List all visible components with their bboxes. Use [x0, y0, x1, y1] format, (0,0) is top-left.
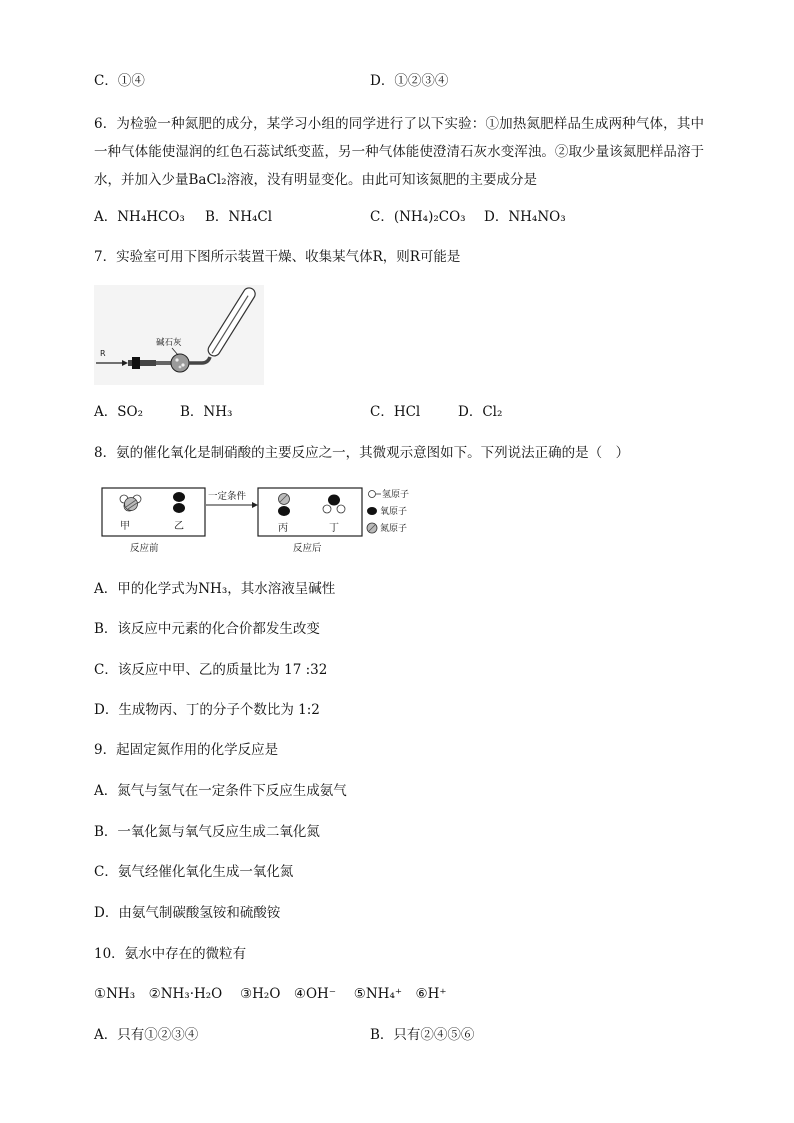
q7-stem: 7．实验室可用下图所示装置干燥、收集某气体R，则R可能是 — [94, 249, 461, 265]
q7-apparatus-figure — [94, 285, 264, 385]
q10-option-b: B．只有②④⑤⑥ — [370, 1027, 475, 1043]
gas-r-label: R — [100, 349, 106, 358]
legend-hydrogen-symbol — [369, 491, 376, 498]
q5-option-d: D．①②③④ — [370, 73, 449, 89]
q6-option-b: B．NH₄Cl — [205, 209, 273, 225]
hydrogen-atom — [337, 505, 345, 513]
q8-option-b: B．该反应中元素的化合价都发生改变 — [94, 621, 320, 637]
q9-option-a: A．氮气与氢气在一定条件下反应生成氨气 — [94, 783, 347, 799]
q7-option-a: A．SO₂ — [94, 404, 143, 420]
yi-label: 乙 — [174, 521, 184, 532]
q8-option-c: C．该反应中甲、乙的质量比为 17 :32 — [94, 662, 328, 678]
q9-stem: 9．起固定氮作用的化学反应是 — [94, 742, 279, 758]
q6-option-d: D．NH₄NO₃ — [484, 209, 566, 225]
jia-label: 甲 — [120, 521, 130, 532]
lime-granule — [181, 363, 184, 366]
after-box — [258, 488, 362, 536]
lime-granule — [179, 366, 182, 369]
q9-option-d: D．由氨气制碳酸氢铵和硫酸铵 — [94, 905, 281, 921]
reaction-arrow-head — [252, 502, 258, 508]
q7-option-c: C．HCl — [370, 404, 421, 420]
before-label: 反应前 — [130, 543, 159, 554]
bing-label: 丙 — [278, 523, 288, 534]
drying-tube-bulb — [171, 354, 189, 372]
q8-stem: 8．氨的催化氧化是制硝酸的主要反应之一，其微观示意图如下。下列说法正确的是（ ） — [94, 445, 630, 461]
q10-stem: 10．氨水中存在的微粒有 — [94, 946, 247, 962]
lime-granule — [175, 358, 178, 361]
before-box — [102, 488, 205, 536]
soda-lime-label: 碱石灰 — [156, 338, 182, 348]
legend-hydrogen-label: 氢原子 — [382, 490, 410, 500]
q7-option-b: B．NH₃ — [180, 404, 233, 420]
q9-option-b: B．一氧化氮与氧气反应生成二氧化氮 — [94, 824, 320, 840]
oxygen-atom — [173, 492, 185, 502]
q6-stem: 6．为检验一种氮肥的成分，某学习小组的同学进行了以下实验：①加热氮肥样品生成两种气体，其中一种气体能使湿润的红色石蕊试纸变蓝，另一种气体能使澄清石灰水变浑浊。②取少量该氮肥样品溶于水，并加入少量BaCl₂溶液，没有明显变化。由此可知该氮肥的主要成分是 — [94, 116, 704, 188]
oxygen-atom — [328, 495, 340, 506]
q10-particles: ①NH₃ ②NH₃·H₂O ③H₂O ④OH⁻ ⑤NH₄⁺ ⑥H⁺ — [94, 986, 447, 1002]
condition-label: 一定条件 — [208, 491, 247, 502]
q8-option-d: D．生成物丙、丁的分子个数比为 1:2 — [94, 702, 320, 718]
q6-option-c: C．(NH₄)₂CO₃ — [370, 209, 466, 225]
q10-option-a: A．只有①②③④ — [94, 1027, 199, 1043]
legend-nitrogen-label: 氮原子 — [380, 524, 408, 534]
oxygen-atom — [173, 503, 185, 513]
q5-option-c: C．①④ — [94, 73, 145, 89]
oxygen-atom — [278, 506, 290, 516]
q9-option-c: C．氨气经催化氧化生成一氧化氮 — [94, 864, 294, 880]
hydrogen-atom — [323, 505, 331, 513]
stopper — [132, 357, 140, 369]
q6-option-a: A．NH₄HCO₃ — [94, 209, 185, 225]
q8-option-a: A．甲的化学式为NH₃，其水溶液呈碱性 — [94, 581, 336, 597]
q7-option-d: D．Cl₂ — [458, 404, 503, 420]
legend-oxygen-label: 氧原子 — [380, 507, 408, 517]
legend-oxygen-symbol — [367, 507, 377, 515]
ding-label: 丁 — [329, 523, 339, 534]
after-label: 反应后 — [293, 543, 322, 554]
nitrogen-atom — [279, 494, 290, 505]
q8-reaction-diagram — [100, 485, 440, 557]
